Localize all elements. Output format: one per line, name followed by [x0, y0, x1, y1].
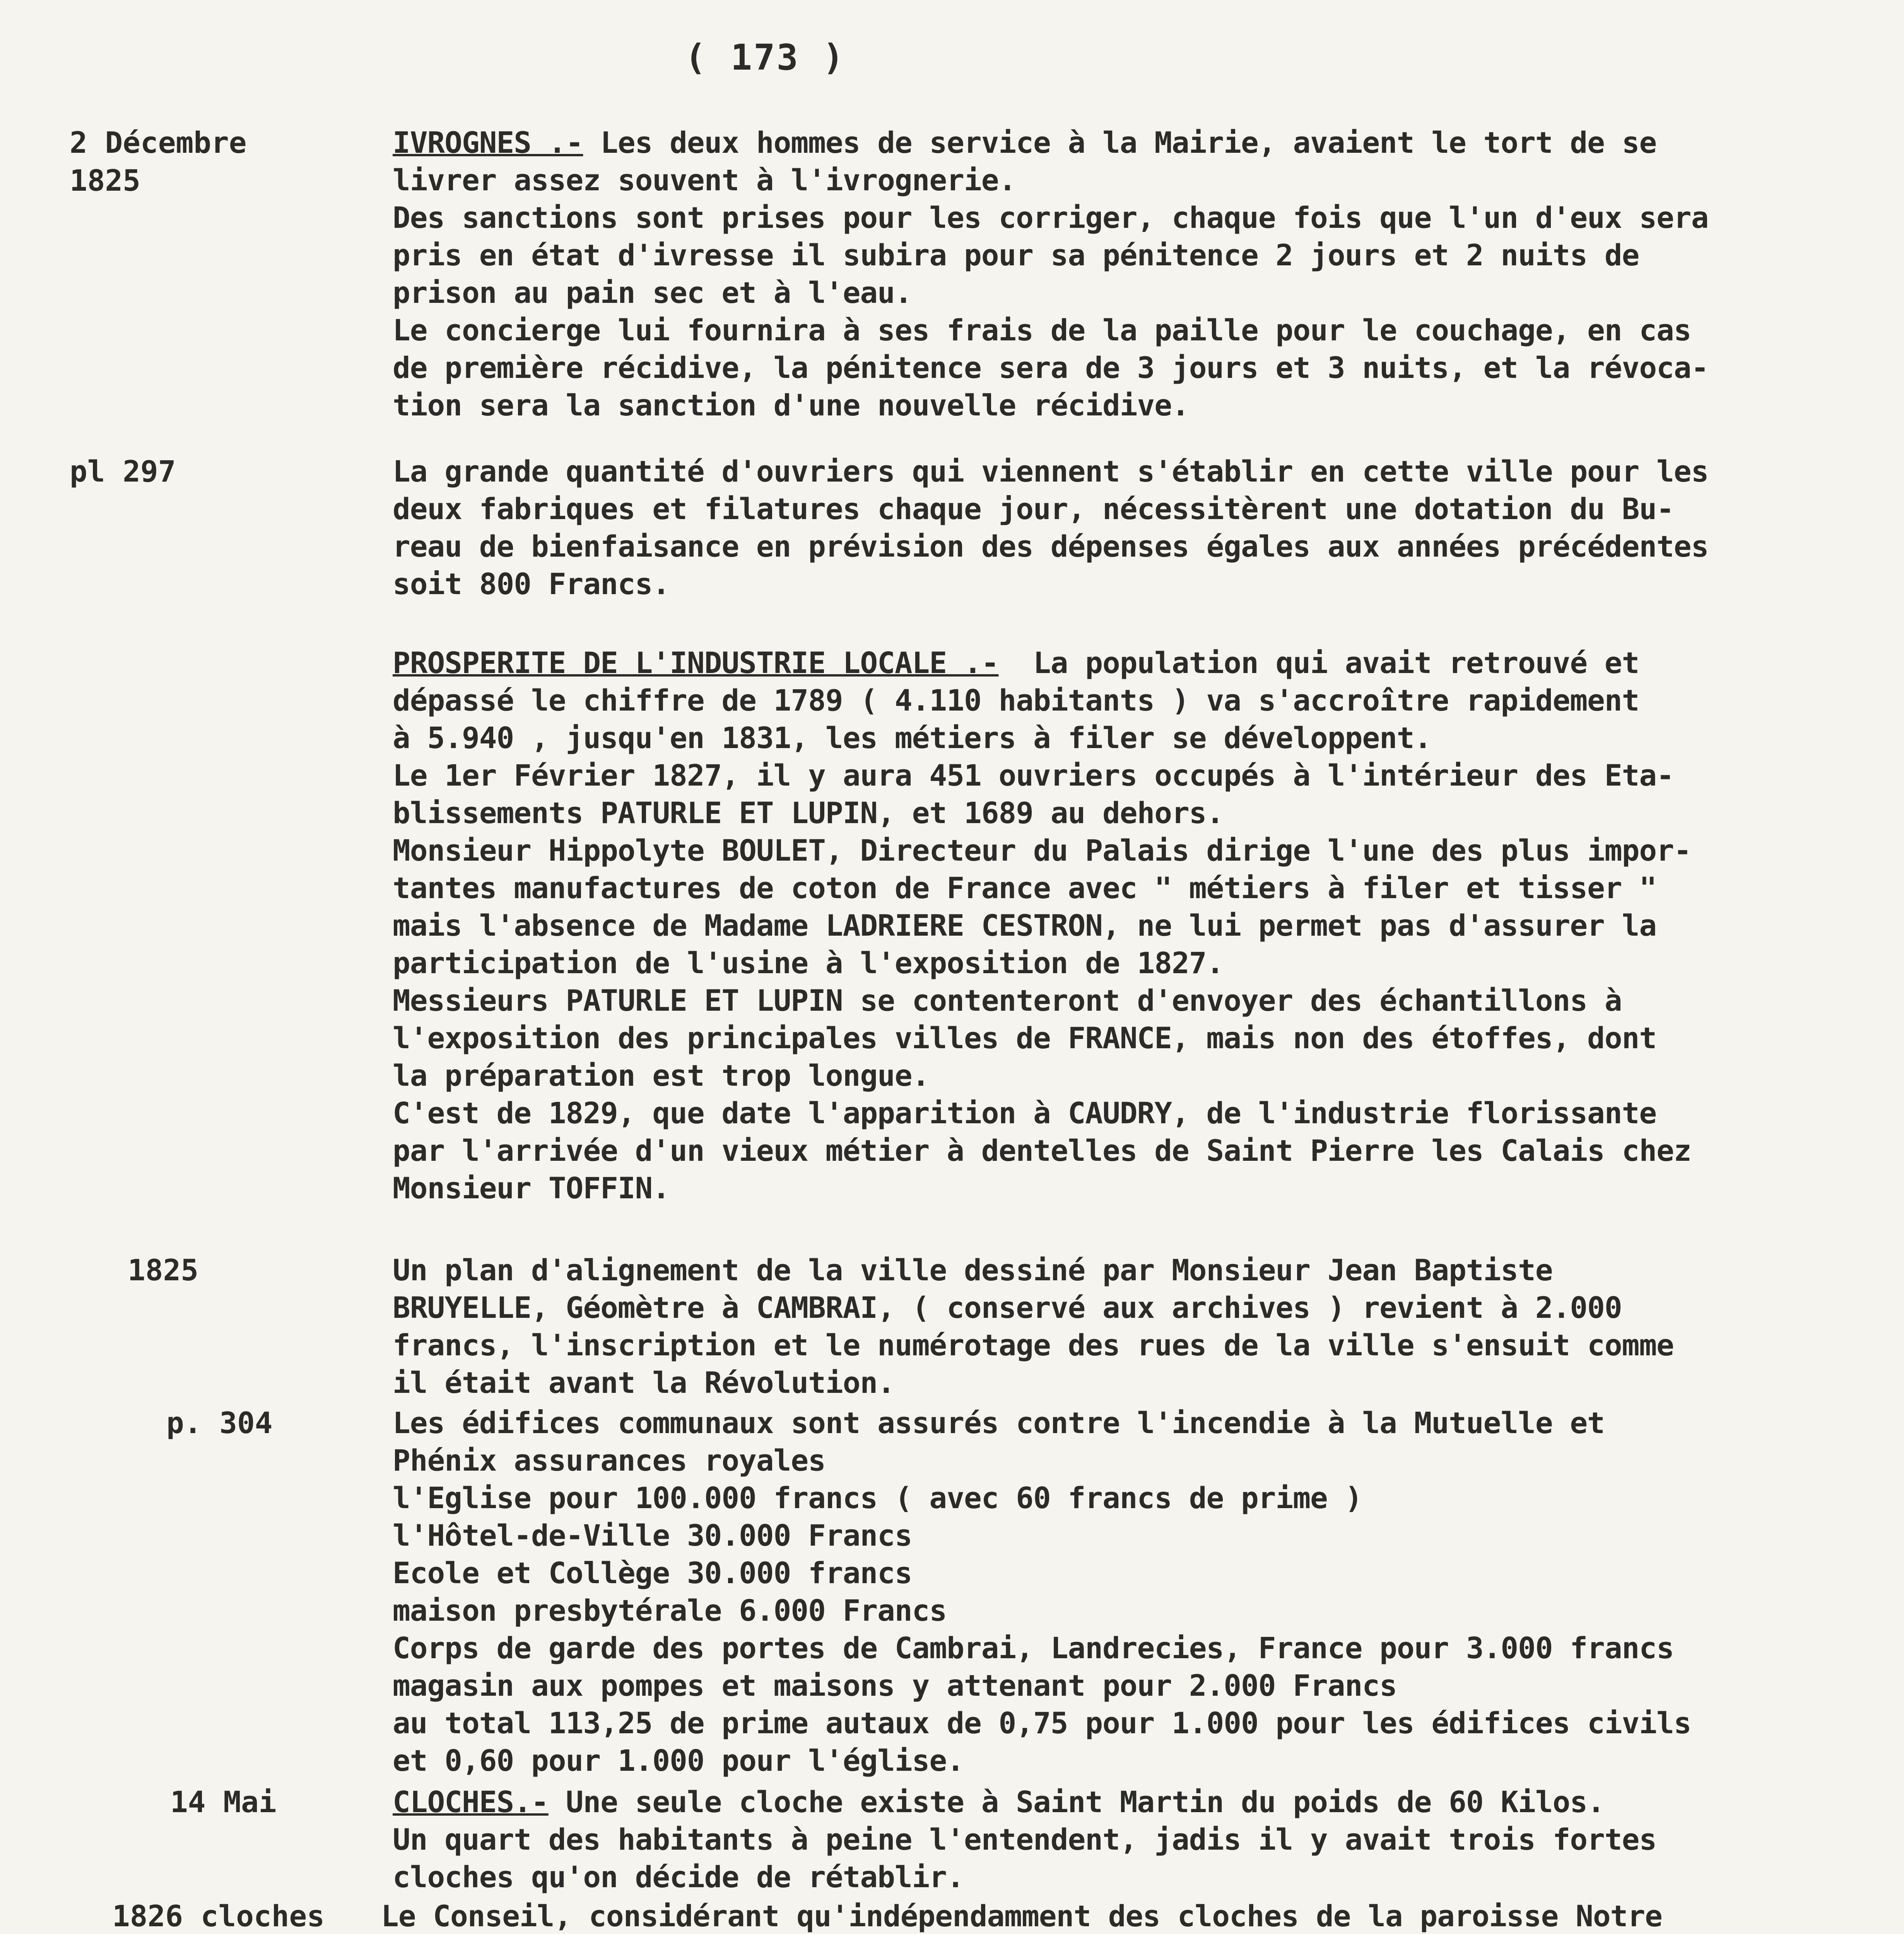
- section-heading: CLOCHES.-: [393, 1785, 549, 1819]
- entry-line: Phénix assurances royales: [393, 1443, 826, 1478]
- entry-line: PROSPERITE DE L'INDUSTRIE LOCALE .- La population qui avait retrouvé et: [393, 646, 1639, 680]
- entry-line: Les édifices communaux sont assurés contre l'incendie à la Mutuelle et: [393, 1406, 1605, 1440]
- section-heading: IVROGNES .-: [393, 125, 583, 160]
- entry-line: cloches qu'on décide de rétablir.: [393, 1860, 964, 1894]
- entry-line: Un plan d'alignement de la ville dessiné par Monsieur Jean Baptiste: [393, 1253, 1553, 1287]
- margin-page-ref: p. 304: [166, 1406, 273, 1440]
- entry-line: Le 1er Février 1827, il y aura 451 ouvriers occupés à l'intérieur des Eta-: [393, 758, 1674, 793]
- entry-line: Le Conseil, considérant qu'indépendamment des cloches de la paroisse Notre: [381, 1899, 1662, 1933]
- entry-line: francs, l'inscription et le numérotage des rues de la ville s'ensuit comme: [393, 1328, 1674, 1362]
- margin-page-ref: pl 297: [70, 454, 176, 489]
- entry-body: [393, 1404, 1894, 1779]
- entry-line: il était avant la Révolution.: [393, 1365, 895, 1400]
- entry-line: C'est de 1829, que date l'apparition à CAUDRY, de l'industrie florissante: [393, 1096, 1657, 1130]
- entry-body: [393, 453, 1894, 603]
- section-heading: PROSPERITE DE L'INDUSTRIE LOCALE .-: [393, 646, 999, 680]
- entry-line: BRUYELLE, Géomètre à CAMBRAI, ( conservé aux archives ) revient à 2.000: [393, 1290, 1622, 1325]
- entry-line: au total 113,25 de prime autaux de 0,75 pour 1.000 pour les édifices civils: [393, 1706, 1691, 1740]
- entry-line: Monsieur TOFFIN.: [393, 1171, 670, 1205]
- entry-line: deux fabriques et filatures chaque jour, nécessitèrent une dotation du Bu-: [393, 492, 1674, 526]
- margin-date: 2 Décembre 1825: [70, 125, 247, 198]
- page-number: ( 173 ): [685, 37, 846, 78]
- entry-line: tion sera la sanction d'une nouvelle récidive.: [393, 388, 1189, 422]
- margin-year: 1825: [128, 1253, 199, 1287]
- entry-body: [393, 124, 1894, 424]
- entry-line: Un quart des habitants à peine l'entendent, jadis il y avait trois fortes: [393, 1822, 1657, 1857]
- margin-ref: 1826 cloches: [112, 1899, 325, 1933]
- entry-line: blissements PATURLE ET LUPIN, et 1689 au dehors.: [393, 796, 1224, 830]
- entry-line: pris en état d'ivresse il subira pour sa pénitence 2 jours et 2 nuits de: [393, 238, 1639, 272]
- entry-body: [393, 644, 1894, 1207]
- entry-line: Ecole et Collège 30.000 francs: [393, 1556, 912, 1590]
- entry-body: [393, 1783, 1894, 1896]
- entry-line: Corps de garde des portes de Cambrai, Landrecies, France pour 3.000 francs: [393, 1631, 1674, 1665]
- entry-line: à 5.940 , jusqu'en 1831, les métiers à filer se développent.: [393, 721, 1432, 755]
- entry-line: CLOCHES.- Une seule cloche existe à Saint Martin du poids de 60 Kilos.: [393, 1785, 1605, 1819]
- entry-line: et 0,60 pour 1.000 pour l'église.: [393, 1743, 964, 1778]
- entry-line: participation de l'usine à l'exposition de 1827.: [393, 946, 1224, 980]
- entry-line: maison presbytérale 6.000 Francs: [393, 1593, 947, 1628]
- margin-date: 14 Mai: [170, 1785, 277, 1819]
- entry-line: La grande quantité d'ouvriers qui viennent s'établir en cette ville pour les: [393, 454, 1709, 489]
- entry-line: Des sanctions sont prises pour les corriger, chaque fois que l'un d'eux sera: [393, 200, 1709, 235]
- entry-body: [393, 1251, 1894, 1401]
- entry-line: Le concierge lui fournira à ses frais de la paille pour le couchage, en cas: [393, 313, 1691, 347]
- entry-line: par l'arrivée d'un vieux métier à dentelles de Saint Pierre les Calais chez: [393, 1133, 1691, 1168]
- entry-line: l'Eglise pour 100.000 francs ( avec 60 francs de prime ): [393, 1481, 1362, 1515]
- entry-line: Messieurs PATURLE ET LUPIN se contenteront d'envoyer des échantillons à: [393, 983, 1622, 1018]
- entry-line: la préparation est trop longue.: [393, 1058, 930, 1093]
- entry-line: livrer assez souvent à l'ivrognerie.: [393, 163, 1016, 197]
- entry-line: tantes manufactures de coton de France avec " métiers à filer et tisser ": [393, 871, 1657, 905]
- entry-line: reau de bienfaisance en prévision des dépenses égales aux années précédentes: [393, 529, 1709, 564]
- entry-body: [381, 1897, 1882, 1934]
- entry-line: dépassé le chiffre de 1789 ( 4.110 habitants ) va s'accroître rapidement: [393, 683, 1639, 718]
- entry-line: l'exposition des principales villes de FRANCE, mais non des étoffes, dont: [393, 1021, 1657, 1055]
- entry-line: soit 800 Francs.: [393, 567, 670, 601]
- entry-line: prison au pain sec et à l'eau.: [393, 275, 912, 310]
- entry-line: de première récidive, la pénitence sera de 3 jours et 3 nuits, et la révoca-: [393, 350, 1709, 385]
- entry-line: mais l'absence de Madame LADRIERE CESTRON, ne lui permet pas d'assurer la: [393, 908, 1657, 943]
- entry-line: IVROGNES .- Les deux hommes de service à la Mairie, avaient le tort de se: [393, 125, 1657, 160]
- entry-line: magasin aux pompes et maisons y attenant pour 2.000 Francs: [393, 1668, 1397, 1703]
- entry-line: Monsieur Hippolyte BOULET, Directeur du Palais dirige l'une des plus impor-: [393, 833, 1691, 868]
- entry-line: l'Hôtel-de-Ville 30.000 Francs: [393, 1518, 912, 1553]
